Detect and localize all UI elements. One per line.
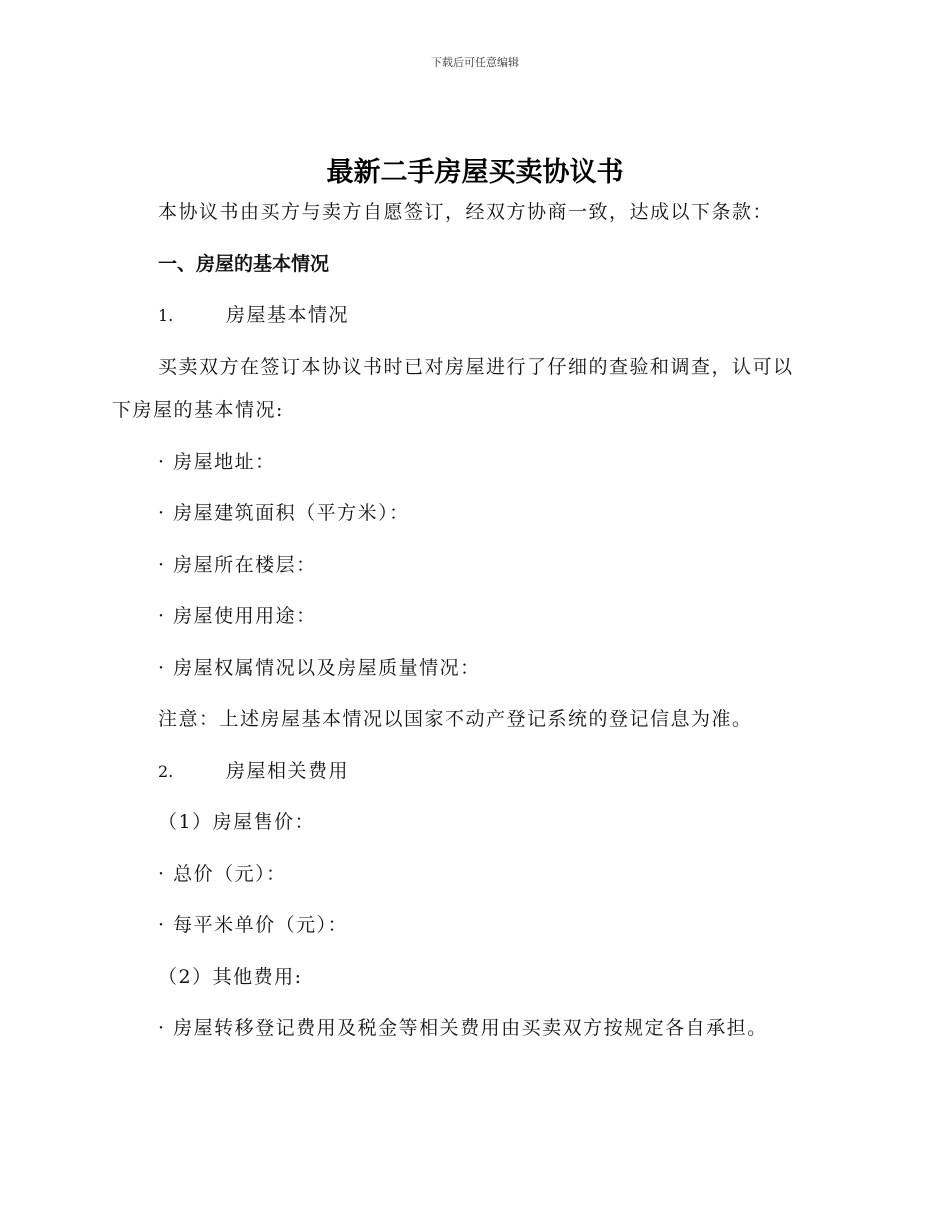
item-1-number: 1. (158, 306, 174, 325)
paragraph-line: 买卖双方在签订本协议书时已对房屋进行了仔细的查验和调查，认可以 (158, 356, 794, 378)
intro-paragraph: 本协议书由买方与卖方自愿签订，经双方协商一致，达成以下条款： (158, 201, 774, 223)
item-1-heading (158, 302, 349, 329)
item-1-label: 房屋基本情况 (226, 304, 350, 326)
section-heading-basic-info: 一、房屋的基本情况 (158, 253, 330, 275)
list-item: · 房屋使用用途： (158, 605, 317, 627)
note-paragraph: 注意：上述房屋基本情况以国家不动产登记系统的登记信息为准。 (158, 708, 753, 730)
item-2-number: 2. (158, 762, 174, 781)
list-item: · 房屋所在楼层： (158, 554, 317, 576)
document-title: 最新二手房屋买卖协议书 (326, 157, 624, 188)
list-item: · 房屋地址： (158, 451, 276, 473)
paragraph-line: 下房屋的基本情况: (112, 399, 284, 421)
page-header: 下载后可任意编辑 (431, 56, 519, 69)
list-item: · 房屋建筑面积（平方米）： (158, 502, 410, 524)
sub-heading-price: （1）房屋售价： (158, 811, 316, 833)
list-item: · 每平米单价（元）： (158, 914, 349, 936)
list-item: · 总价（元）： (158, 863, 287, 885)
list-item: · 房屋转移登记费用及税金等相关费用由买卖双方按规定各自承担。 (158, 1017, 768, 1039)
list-item: · 房屋权属情况以及房屋质量情况： (158, 657, 481, 679)
item-2-label: 房屋相关费用 (226, 760, 350, 782)
sub-heading-other-fees: （2）其他费用: (158, 966, 303, 988)
item-2-heading (158, 758, 349, 785)
